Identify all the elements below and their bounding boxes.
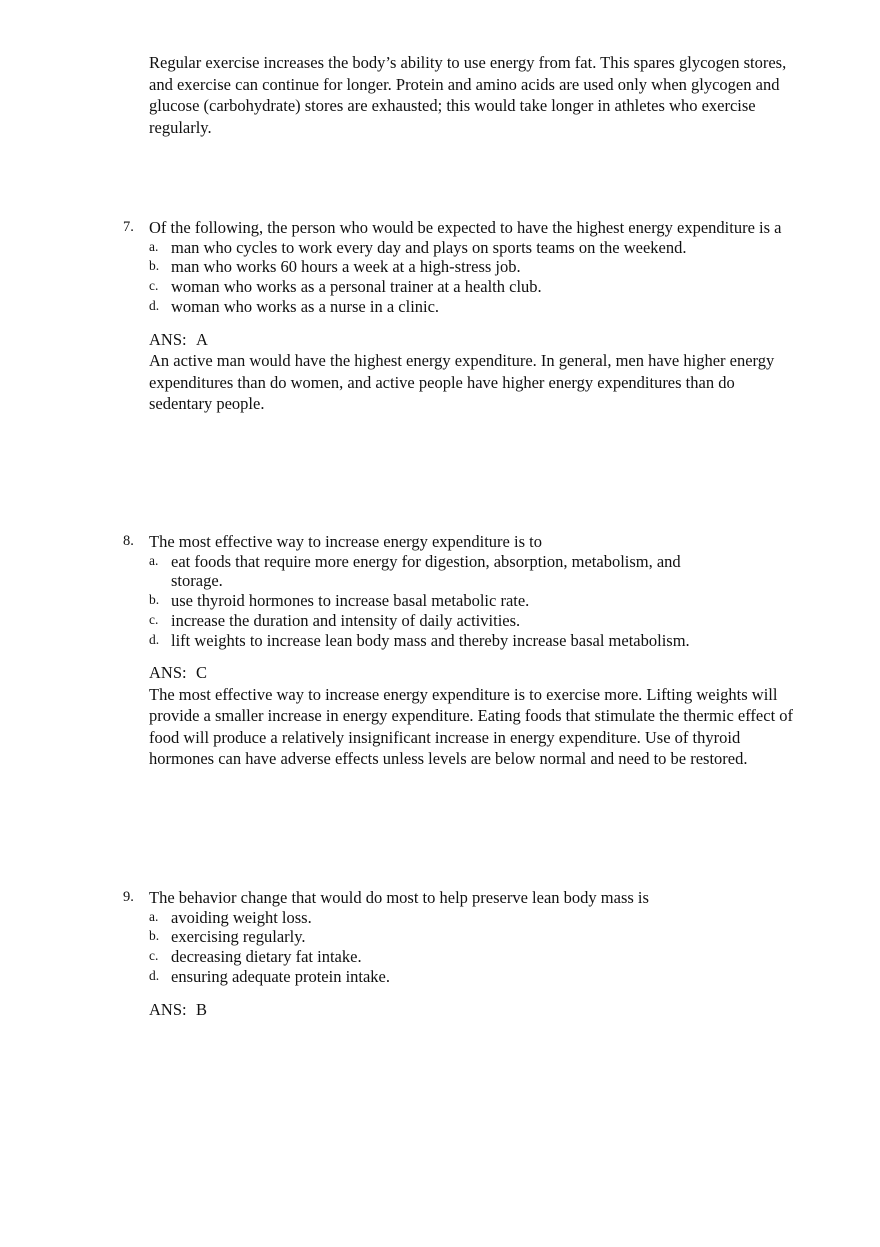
option-list [123, 908, 813, 987]
option-text: ensuring adequate protein intake. [171, 966, 391, 986]
option-letter: a. [149, 908, 159, 924]
question-7 [123, 217, 813, 415]
option-letter: b. [149, 258, 160, 274]
option-letter: d. [149, 297, 160, 313]
answer-value: B [196, 999, 208, 1019]
option-text: decreasing dietary fat intake. [171, 947, 362, 967]
option-a [149, 908, 813, 928]
answer-value: A [196, 329, 208, 349]
option-text: man who cycles to work every day and plays on sports teams on the weekend. [171, 237, 687, 257]
option-d [149, 967, 813, 987]
option-letter: d. [149, 631, 160, 647]
option-c [149, 277, 813, 297]
option-text: exercising regularly. [171, 927, 306, 947]
option-a [149, 552, 711, 592]
option-b [149, 257, 813, 277]
option-a [149, 238, 813, 258]
option-text: woman who works as a nurse in a clinic. [171, 296, 440, 316]
option-list [123, 552, 813, 651]
question-stem: The behavior change that would do most to help preserve lean body mass is [149, 888, 649, 907]
option-letter: b. [149, 592, 160, 608]
option-c [149, 947, 813, 967]
question-8 [123, 531, 813, 770]
option-text: eat foods that require more energy for digestion, absorption, metabolism, and storage. [171, 551, 681, 591]
answer-label: ANS: [149, 663, 187, 683]
answer-block [123, 999, 813, 1021]
option-letter: d. [149, 967, 160, 983]
option-d [149, 297, 813, 317]
answer-block [123, 662, 813, 770]
option-text: lift weights to increase lean body mass and thereby increase basal metabolism. [171, 630, 690, 650]
answer-label: ANS: [149, 999, 187, 1019]
option-text: increase the duration and intensity of daily activities. [171, 610, 521, 630]
option-letter: c. [149, 278, 159, 294]
option-letter: c. [149, 948, 159, 964]
answer-line [149, 662, 813, 684]
option-letter: b. [149, 928, 160, 944]
question-9 [123, 887, 813, 1020]
answer-line [149, 329, 813, 351]
answer-value: C [196, 663, 208, 683]
option-letter: c. [149, 611, 159, 627]
option-b [149, 591, 813, 611]
option-text: woman who works as a personal trainer at a health club. [171, 277, 542, 297]
option-letter: a. [149, 552, 159, 568]
option-text: use thyroid hormones to increase basal metabolic rate. [171, 591, 530, 611]
option-b [149, 927, 813, 947]
option-text: avoiding weight loss. [171, 907, 312, 927]
question-stem: The most effective way to increase energy expenditure is to [149, 532, 542, 551]
question-number: 7. [123, 219, 134, 235]
answer-label: ANS: [149, 329, 187, 349]
question-stem-row [123, 887, 813, 909]
option-list [123, 238, 813, 317]
intro-rationale [149, 52, 809, 138]
answer-line [149, 999, 813, 1021]
answer-block [123, 329, 813, 415]
option-letter: a. [149, 238, 159, 254]
answer-rationale: The most effective way to increase energy expenditure is to exercise more. Lifting weights will provide a smaller increase in energy expenditure. Eating foods that stimulate the thermic effect of food will produce a relatively insignificant increase in energy expenditure. Use of thyroid hormones can have adverse effects unless levels are below normal and need to be restored. [149, 684, 794, 769]
option-text: man who works 60 hours a week at a high-stress job. [171, 257, 521, 277]
option-c [149, 611, 813, 631]
rationale-text: Regular exercise increases the body’s ability to use energy from fat. This spares glycogen stores, and exercise can continue for longer. Protein and amino acids are used only when glycogen and glucose (carbohydrate) stores are exhausted; this would take longer in athletes who exercise regularly. [149, 53, 787, 137]
question-number: 9. [123, 889, 134, 905]
question-stem-row [123, 217, 813, 239]
question-number: 8. [123, 533, 134, 549]
answer-rationale: An active man would have the highest energy expenditure. In general, men have higher energy expenditures than do women, and active people have higher energy expenditures than do sedentary people. [149, 351, 775, 414]
option-d [149, 631, 813, 651]
question-stem: Of the following, the person who would be expected to have the highest energy expenditure is a [149, 218, 782, 237]
question-stem-row [123, 531, 813, 553]
